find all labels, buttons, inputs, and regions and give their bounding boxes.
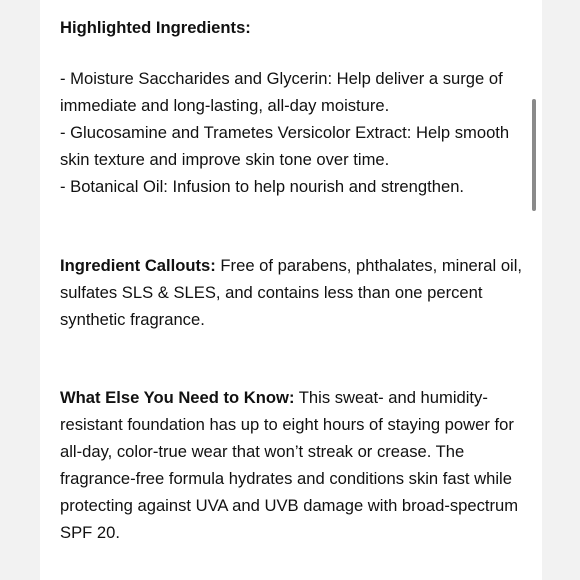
ingredient-item: - Botanical Oil: Infusion to help nourish and strengthen.	[60, 177, 465, 196]
ingredient-item: - Glucosamine and Trametes Versicolor Extract: Help smooth skin texture and improve skin tone over time.	[60, 123, 510, 169]
scrollbar[interactable]	[532, 0, 536, 580]
description-content	[60, 14, 530, 546]
ingredient-callouts-paragraph	[60, 252, 530, 333]
scrollbar-thumb[interactable]	[532, 99, 536, 211]
what-else-paragraph	[60, 384, 530, 546]
ingredient-callouts-text: Free of parabens, phthalates, mineral oil, sulfates SLS & SLES, and contains less than one percent synthetic fragrance.	[60, 256, 523, 329]
highlighted-ingredients-heading: Highlighted Ingredients:	[60, 18, 251, 37]
ingredient-item: - Moisture Saccharides and Glycerin: Help deliver a surge of immediate and long-lasting, all-day moisture.	[60, 69, 503, 115]
ingredient-list	[60, 65, 530, 200]
product-description-panel	[40, 0, 542, 580]
what-else-label: What Else You Need to Know:	[60, 388, 295, 407]
what-else-text: This sweat- and humidity-resistant foundation has up to eight hours of staying power for all-day, color-true wear that won’t streak or crease. The fragrance-free formula hydrates and conditions skin fast while protecting against UVA and UVB damage with broad-spectrum SPF 20.	[60, 388, 519, 542]
ingredient-callouts-label: Ingredient Callouts:	[60, 256, 216, 275]
